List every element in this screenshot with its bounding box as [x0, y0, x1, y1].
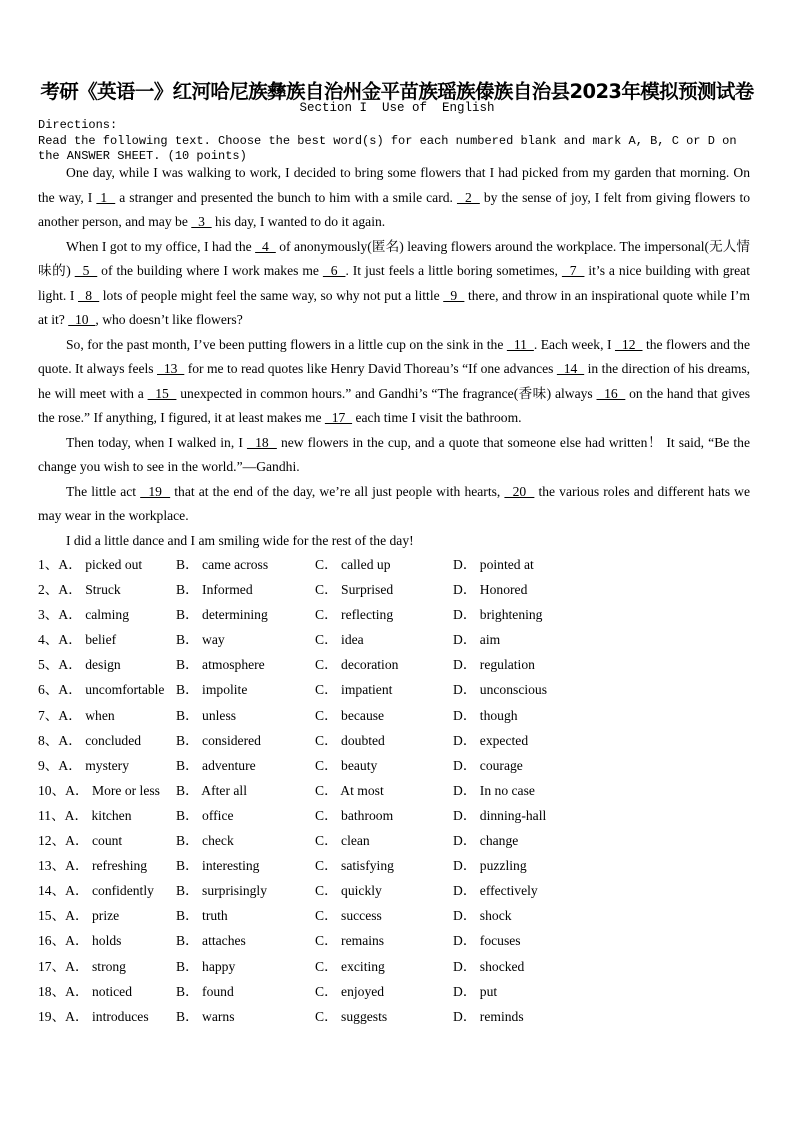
passage-text: . It just feels a little boring sometimes, [345, 263, 562, 278]
option-a: 8、A． concluded [38, 732, 142, 748]
passage-text: of anonymously(匿名) leaving flowers around the workplace. The impersonal(无人情味的) [38, 238, 750, 278]
option-c: C． called up [315, 557, 391, 572]
passage-text: that at the end of the day, we’re all just people with hearts, [170, 483, 505, 499]
option-d: D． In no case [453, 782, 535, 798]
question-row [38, 677, 758, 702]
cloze-blank: 16 [596, 385, 626, 401]
passage-text: in the direction of his dreams, he will meet with a [38, 361, 751, 401]
cloze-blank: 19 [140, 483, 171, 499]
option-d: D． effectively [453, 883, 538, 899]
cloze-blank: 9 [443, 287, 465, 303]
option-d: D． reminds [453, 1008, 524, 1024]
option-b: B． check [176, 833, 234, 849]
passage-text: a stranger and presented the bunch to him with a smile card. [115, 189, 457, 205]
question-row [38, 778, 758, 803]
question-row [38, 954, 758, 979]
passage-text: unexpected in common hours.” and Gandhi’s “The fragrance(香味) always [176, 385, 597, 401]
cloze-blank: 4 [255, 238, 276, 254]
option-a: 7、A． when [38, 707, 115, 723]
passage-paragraph-6 [38, 529, 750, 554]
option-c: C． because [315, 707, 385, 723]
question-row [38, 878, 758, 903]
question-row [38, 979, 758, 1004]
option-b: B． After all [176, 782, 247, 798]
cloze-blank: 5 [74, 263, 98, 278]
question-row [38, 828, 758, 853]
passage-paragraph-4 [38, 431, 750, 480]
passage-paragraph-5 [38, 480, 750, 529]
option-d: D． change [453, 833, 519, 849]
option-b: B． atmosphere [176, 657, 265, 673]
option-d: D． brightening [453, 607, 543, 623]
option-d: D． unconscious [453, 682, 548, 698]
directions-text: Read the following text. Choose the best word(s) for each numbered blank and mark A, B, C or D on the ANSWER SHEET. (10 points) [38, 133, 737, 163]
cloze-blank: 15 [147, 385, 177, 401]
passage-text: the flowers and the quote. It always feels [38, 336, 751, 376]
option-c: C． success [315, 908, 382, 924]
option-c: C． bathroom [315, 807, 394, 823]
option-c: C． remains [315, 933, 385, 949]
option-a: 3、A． calming [38, 607, 129, 623]
option-d: D． Honored [453, 582, 528, 598]
passage-text: . Each week, I [533, 336, 615, 352]
passage-paragraph-3 [38, 333, 750, 431]
option-d: D． put [453, 983, 498, 999]
option-d: D． focuses [453, 933, 521, 949]
option-a: 17、A． strong [38, 958, 126, 974]
option-c: C． suggests [315, 1008, 388, 1024]
option-b: B． determining [176, 607, 268, 623]
option-c: C． idea [315, 632, 364, 648]
document-title: 考研《英语一》红河哈尼族彝族自治州金平苗族瑶族傣族自治县2023年模拟预测试卷 [40, 80, 754, 103]
option-b: B． interesting [176, 858, 260, 874]
option-d: D． courage [453, 757, 523, 773]
passage-text: it’s a nice building with great light. I [38, 263, 750, 303]
option-c: C． Surprised [315, 582, 394, 598]
option-c: C． quickly [315, 883, 382, 899]
question-row [38, 728, 758, 753]
cloze-blank: 17 [324, 410, 353, 425]
option-b: B． attaches [176, 933, 246, 949]
passage-text: One day, while I was walking to work, I decided to bring some flowers that I had picked from my garden that morning. On the way, I [38, 165, 750, 205]
cloze-blank: 3 [191, 214, 212, 229]
question-row [38, 803, 758, 828]
option-c: C． beauty [315, 757, 378, 773]
option-c: C． impatient [315, 682, 393, 698]
cloze-blank: 20 [504, 483, 535, 499]
cloze-blank: 8 [78, 287, 100, 303]
option-b: B． office [176, 807, 234, 823]
passage-text: Then today, when I walked in, I [66, 434, 247, 450]
question-row [38, 903, 758, 928]
directions-heading: Directions: [38, 118, 118, 132]
option-b: B． surprisingly [176, 883, 268, 899]
cloze-passage [38, 161, 750, 553]
option-c: C． exciting [315, 958, 385, 974]
option-b: B． way [176, 632, 225, 648]
option-b: B． considered [176, 732, 261, 748]
option-c: C． enjoyed [315, 983, 385, 999]
passage-text: his day, I wanted to do it again. [211, 214, 386, 229]
cloze-blank: 11 [506, 336, 534, 352]
passage-text: So, for the past month, I’ve been putting flowers in a little cup on the sink in the [66, 336, 507, 352]
option-b: B． happy [176, 958, 236, 974]
option-a: 5、A． design [38, 657, 121, 673]
option-c: C． clean [315, 833, 370, 849]
question-row [38, 602, 758, 627]
option-b: B． warns [176, 1008, 235, 1024]
option-a: 14、A． confidently [38, 883, 154, 899]
option-a: 18、A． noticed [38, 983, 133, 999]
cloze-blank: 18 [246, 434, 277, 450]
passage-text: , who doesn’t like flowers? [95, 312, 243, 327]
cloze-blank: 2 [456, 189, 480, 205]
question-row [38, 853, 758, 878]
option-c: C． doubted [315, 732, 385, 748]
question-row [38, 577, 758, 602]
passage-paragraph-1 [38, 161, 750, 235]
cloze-blank: 14 [556, 361, 585, 376]
option-a: 2、A． Struck [38, 582, 121, 598]
passage-text: each time I visit the bathroom. [352, 410, 522, 425]
option-a: 12、A． count [38, 833, 123, 849]
passage-text: for me to read quotes like Henry David Thoreau’s “If one advances [184, 361, 557, 376]
cloze-blank: 13 [157, 361, 185, 376]
passage-text: by the sense of joy, I felt from giving flowers to another person, and may be [38, 189, 751, 229]
option-a: 10、A． More or less [38, 782, 160, 798]
option-d: D． dinning-hall [453, 807, 547, 823]
cloze-blank: 10 [68, 312, 96, 327]
cloze-blank: 7 [561, 263, 585, 278]
option-c: C． decoration [315, 657, 399, 673]
option-a: 9、A． mystery [38, 757, 129, 773]
option-c: C． reflecting [315, 607, 394, 623]
passage-text: When I got to my office, I had the [66, 238, 256, 254]
option-d: D． puzzling [453, 858, 527, 874]
passage-text: The little act [66, 483, 141, 499]
question-row [38, 627, 758, 652]
option-c: C． satisfying [315, 858, 394, 874]
passage-paragraph-2 [38, 235, 750, 333]
passage-text: of the building where I work makes me [97, 263, 323, 278]
passage-text: there, and throw in an inspirational quote while I’m at it? [38, 287, 750, 327]
option-a: 1、A． picked out [38, 557, 143, 572]
option-d: D． shock [453, 908, 512, 924]
option-d: D． aim [453, 632, 501, 648]
question-row [38, 703, 758, 728]
passage-text: I did a little dance and I am smiling wide for the rest of the day! [66, 532, 414, 548]
option-b: B． adventure [176, 757, 256, 773]
cloze-blank: 12 [614, 336, 643, 352]
option-a: 19、A． introduces [38, 1008, 149, 1024]
option-d: D． pointed at [453, 557, 534, 572]
option-b: B． Informed [176, 582, 253, 598]
question-row [38, 652, 758, 677]
question-row [38, 753, 758, 778]
question-row [38, 928, 758, 953]
section-heading: Section I Use of English [299, 101, 495, 115]
option-d: D． expected [453, 732, 529, 748]
option-a: 4、A． belief [38, 632, 117, 648]
option-a: 11、A． kitchen [38, 807, 132, 823]
cloze-blank: 1 [96, 189, 116, 205]
cloze-blank: 6 [322, 263, 346, 278]
option-d: D． regulation [453, 657, 535, 673]
option-d: D． shocked [453, 958, 525, 974]
option-b: B． truth [176, 908, 228, 924]
option-b: B． found [176, 983, 234, 999]
question-row [38, 552, 758, 577]
option-d: D． though [453, 707, 518, 723]
option-a: 6、A． uncomfortable [38, 682, 165, 698]
option-a: 16、A． holds [38, 933, 122, 949]
option-c: C． At most [315, 782, 384, 798]
passage-text: the various roles and different hats we may wear in the workplace. [38, 483, 751, 523]
option-b: B． impolite [176, 682, 248, 698]
passage-text: new flowers in the cup, and a quote that someone else had written！ It said, “Be the change you wish to see in the world.”—Gandhi. [38, 434, 750, 474]
option-b: B． unless [176, 707, 237, 723]
option-a: 13、A． refreshing [38, 858, 148, 874]
answer-options-list [38, 552, 758, 1029]
option-b: B． came across [176, 557, 269, 572]
directions-block [38, 118, 758, 165]
option-a: 15、A． prize [38, 908, 120, 924]
passage-text: lots of people might feel the same way, so why not put a little [99, 287, 444, 303]
question-row [38, 1004, 758, 1029]
passage-text: on the hand that gives the rose.” If anything, I figured, it at least makes me [38, 385, 751, 425]
